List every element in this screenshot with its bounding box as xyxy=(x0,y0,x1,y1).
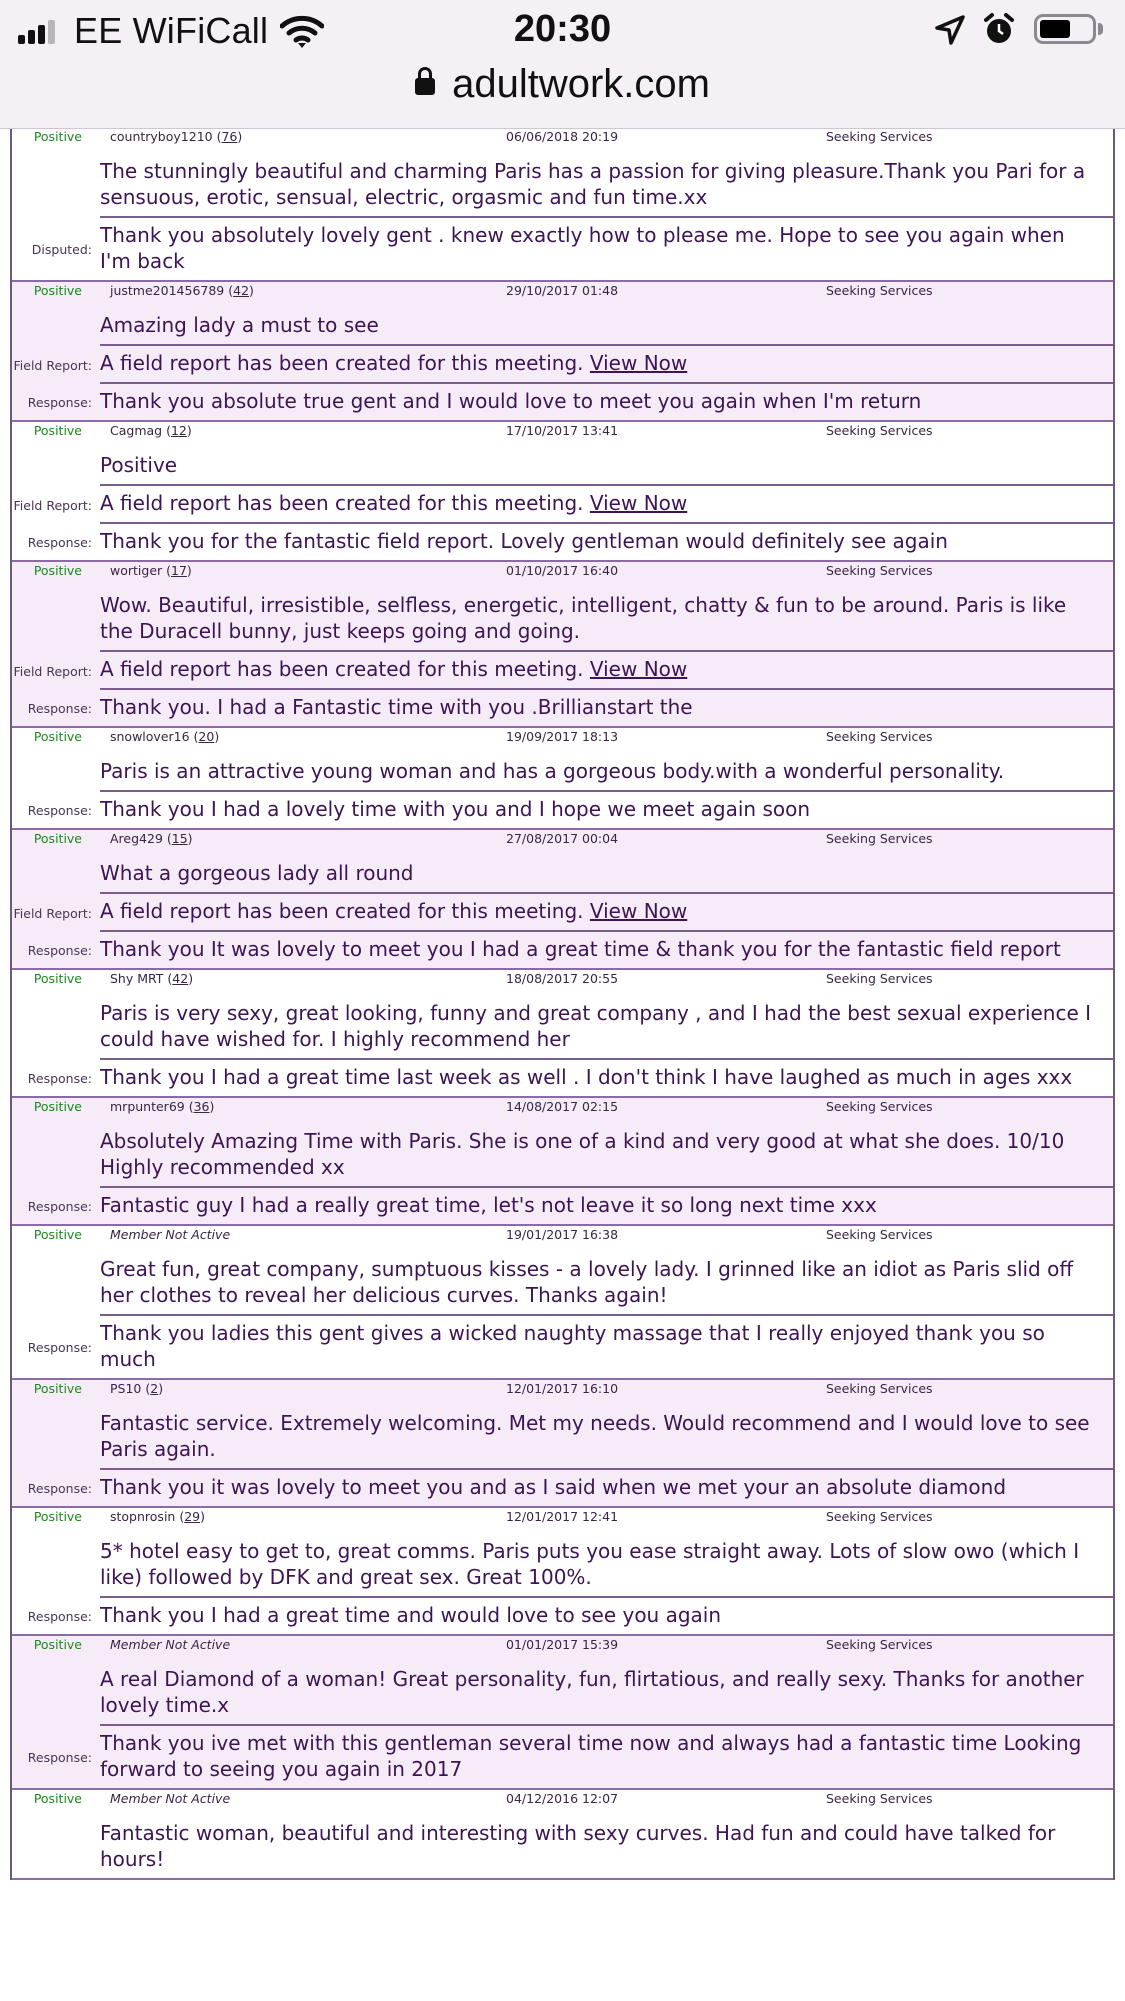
reviewer-name xyxy=(110,1227,230,1242)
feedback-entry xyxy=(12,1790,1113,1880)
feedback-date: 01/10/2017 16:40 xyxy=(506,563,619,578)
feedback-date: 04/12/2016 12:07 xyxy=(506,1791,619,1806)
feedback-entry xyxy=(12,970,1113,1098)
field-report-row xyxy=(12,346,1113,384)
response-text: Thank you absolutely lovely gent . knew exactly how to please me. Hope to see you again when I'm back xyxy=(100,223,1065,273)
response-row xyxy=(12,1598,1113,1634)
reviewer-username: mrpunter69 xyxy=(110,1099,185,1114)
reviewer-count-link[interactable]: 42 xyxy=(233,283,250,298)
reviewer-count-link[interactable]: 29 xyxy=(184,1509,201,1524)
response-row xyxy=(12,384,1113,420)
feedback-date: 01/01/2017 15:39 xyxy=(506,1637,619,1652)
feedback-entry xyxy=(12,282,1113,422)
feedback-date: 14/08/2017 02:15 xyxy=(506,1099,619,1114)
feedback-date: 29/10/2017 01:48 xyxy=(506,283,619,298)
feedback-comment: What a gorgeous lady all round xyxy=(100,860,1113,894)
feedback-role: Seeking Services xyxy=(826,1637,933,1652)
reviewer-name[interactable]: Areg429 (15) xyxy=(110,831,193,846)
response-label: Disputed: xyxy=(31,241,92,257)
feedback-entry xyxy=(12,422,1113,562)
rating-badge: Positive xyxy=(33,283,82,298)
feedback-role: Seeking Services xyxy=(826,971,933,986)
battery-icon xyxy=(1034,14,1104,48)
feedback-entry xyxy=(12,128,1113,282)
rating-badge: Positive xyxy=(33,1381,82,1396)
feedback-comment: The stunningly beautiful and charming Paris has a passion for giving pleasure.Thank you Pari for a sensuous, erotic, sensual, electric, orgasmic and fun time.xx xyxy=(100,158,1113,218)
view-now-link[interactable]: View Now xyxy=(589,657,688,681)
field-report-text xyxy=(100,486,1113,524)
response-row xyxy=(12,932,1113,968)
feedback-meta xyxy=(12,128,1113,158)
feedback-role: Seeking Services xyxy=(826,1509,933,1524)
reviewer-username: Member Not Active xyxy=(110,1227,231,1242)
response-label: Response: xyxy=(27,700,92,716)
feedback-comment: Great fun, great company, sumptuous kisses - a lovely lady. I grinned like an idiot as Paris slid off her clothes to reveal her delicious curves. Thanks again! xyxy=(100,1256,1113,1316)
feedback-meta xyxy=(12,1380,1113,1410)
response-label: Response: xyxy=(27,1749,92,1765)
alarm-icon xyxy=(982,12,1016,46)
response-text: Fantastic guy I had a really great time, let's not leave it so long next time xxx xyxy=(100,1193,877,1217)
reviewer-username: Areg429 xyxy=(110,831,163,846)
feedback-entry xyxy=(12,1226,1113,1380)
field-report-label: Field Report: xyxy=(13,905,92,921)
feedback-role: Seeking Services xyxy=(826,1791,933,1806)
reviewer-username: Member Not Active xyxy=(110,1791,231,1806)
feedback-date: 18/08/2017 20:55 xyxy=(506,971,619,986)
feedback-comment: Fantastic woman, beautiful and interesting with sexy curves. Had fun and could have talked for hours! xyxy=(100,1821,1056,1871)
feedback-meta xyxy=(12,728,1113,758)
lock-icon xyxy=(415,67,435,95)
rating-badge: Positive xyxy=(33,1637,82,1652)
feedback-date: 17/10/2017 13:41 xyxy=(506,423,619,438)
field-report-row xyxy=(12,652,1113,690)
response-text: Thank you ladies this gent gives a wicked naughty massage that I really enjoyed thank you so much xyxy=(100,1321,1045,1371)
feedback-role: Seeking Services xyxy=(826,129,933,144)
feedback-comment: A real Diamond of a woman! Great personality, fun, flirtatious, and really sexy. Thanks for another lovely time.x xyxy=(100,1666,1113,1726)
response-row xyxy=(12,1470,1113,1506)
comment-row xyxy=(12,1128,1113,1188)
response-row xyxy=(12,524,1113,560)
reviewer-username: stopnrosin xyxy=(110,1509,176,1524)
response-text: Thank you absolute true gent and I would love to meet you again when I'm return xyxy=(100,389,922,413)
feedback-role: Seeking Services xyxy=(826,831,933,846)
reviewer-name[interactable]: mrpunter69 (36) xyxy=(110,1099,215,1114)
reviewer-username: PS10 xyxy=(110,1381,142,1396)
feedback-meta xyxy=(12,830,1113,860)
rating-badge: Positive xyxy=(33,1791,82,1806)
rating-badge: Positive xyxy=(33,971,82,986)
feedback-comment: Wow. Beautiful, irresistible, selfless, energetic, intelligent, chatty & fun to be around. Paris is like the Duracell bunny, just keeps going and going. xyxy=(100,592,1113,652)
field-report-text xyxy=(100,652,1113,690)
reviewer-count-link[interactable]: 42 xyxy=(172,971,189,986)
response-row xyxy=(12,1726,1113,1788)
reviewer-username: Shy MRT xyxy=(110,971,164,986)
feedback-role: Seeking Services xyxy=(826,283,933,298)
feedback-comment: Absolutely Amazing Time with Paris. She is one of a kind and very good at what she does. 10/10 Highly recommended xx xyxy=(100,1128,1113,1188)
url-bar[interactable] xyxy=(0,62,1125,112)
feedback-meta xyxy=(12,1098,1113,1128)
field-report-text xyxy=(100,346,1113,384)
clock: 20:30 xyxy=(513,8,612,50)
reviewer-name xyxy=(110,1637,230,1652)
rating-badge: Positive xyxy=(33,423,82,438)
carrier-name: EE WiFiCall xyxy=(74,10,269,51)
comment-row xyxy=(12,1410,1113,1470)
url-domain[interactable]: adultwork.com xyxy=(452,62,710,106)
response-text: Thank you. I had a Fantastic time with you .Brillianstart the xyxy=(100,695,693,719)
reviewer-count-link[interactable]: 2 xyxy=(150,1381,159,1396)
rating-badge: Positive xyxy=(33,1227,82,1242)
feedback-date: 27/08/2017 00:04 xyxy=(506,831,619,846)
feedback-comment: Paris is very sexy, great looking, funny and great company , and I had the best sexual experience I could have wished for. I highly recommend her xyxy=(100,1000,1113,1060)
rating-badge: Positive xyxy=(33,129,82,144)
field-report-label: Field Report: xyxy=(13,357,92,373)
comment-row xyxy=(12,1256,1113,1316)
feedback-meta xyxy=(12,562,1113,592)
feedback-entry xyxy=(12,1098,1113,1226)
feedback-meta xyxy=(12,1226,1113,1256)
feedback-list xyxy=(10,128,1115,1880)
view-now-link[interactable]: View Now xyxy=(589,491,688,515)
comment-row xyxy=(12,452,1113,486)
feedback-entry xyxy=(12,1636,1113,1790)
field-report-label: Field Report: xyxy=(13,663,92,679)
comment-row xyxy=(12,1000,1113,1060)
comment-row xyxy=(12,1538,1113,1598)
feedback-date: 19/09/2017 18:13 xyxy=(506,729,619,744)
feedback-entry xyxy=(12,562,1113,728)
reviewer-name[interactable]: justme201456789 (42) xyxy=(110,283,254,298)
feedback-date: 06/06/2018 20:19 xyxy=(506,129,619,144)
reviewer-name[interactable]: PS10 (2) xyxy=(110,1381,164,1396)
reviewer-count-link[interactable]: 15 xyxy=(171,831,188,846)
reviewer-name[interactable]: countryboy1210 (76) xyxy=(110,129,243,144)
response-row xyxy=(12,1316,1113,1378)
rating-badge: Positive xyxy=(33,1509,82,1524)
reviewer-username: Cagmag xyxy=(110,423,163,438)
reviewer-count-link[interactable]: 36 xyxy=(193,1099,210,1114)
reviewer-count-link[interactable]: 12 xyxy=(170,423,187,438)
feedback-role: Seeking Services xyxy=(826,1381,933,1396)
response-label: Response: xyxy=(27,1608,92,1624)
view-now-link[interactable]: View Now xyxy=(589,899,688,923)
response-label: Response: xyxy=(27,1480,92,1496)
feedback-role: Seeking Services xyxy=(826,563,933,578)
response-row xyxy=(12,218,1113,280)
feedback-comment: Positive xyxy=(100,452,1113,486)
comment-row xyxy=(12,1820,1113,1878)
response-text: Thank you I had a great time last week as well . I don't think I have laughed as much in ages xxx xyxy=(100,1065,1073,1089)
response-label: Response: xyxy=(27,534,92,550)
field-report-message: A field report has been created for this meeting. xyxy=(100,351,584,375)
field-report-row xyxy=(12,486,1113,524)
feedback-entry xyxy=(12,830,1113,970)
feedback-date: 12/01/2017 16:10 xyxy=(506,1381,619,1396)
feedback-role: Seeking Services xyxy=(826,729,933,744)
response-text: Thank you It was lovely to meet you I had a great time & thank you for the fantastic field report xyxy=(100,937,1061,961)
field-report-message: A field report has been created for this meeting. xyxy=(100,491,584,515)
response-text: Thank you I had a great time and would love to see you again xyxy=(100,1603,722,1627)
response-row xyxy=(12,792,1113,828)
reviewer-name[interactable]: snowlover16 (20) xyxy=(110,729,220,744)
feedback-role: Seeking Services xyxy=(826,1227,933,1242)
response-label: Response: xyxy=(27,1198,92,1214)
rating-badge: Positive xyxy=(33,1099,82,1114)
reviewer-username: wortiger xyxy=(110,563,163,578)
feedback-meta xyxy=(12,1790,1113,1820)
comment-row xyxy=(12,860,1113,894)
response-label: Response: xyxy=(27,802,92,818)
reviewer-username: snowlover16 xyxy=(110,729,190,744)
rating-badge: Positive xyxy=(33,831,82,846)
feedback-comment: Amazing lady a must to see xyxy=(100,312,1113,346)
reviewer-name xyxy=(110,1791,230,1806)
comment-row xyxy=(12,592,1113,652)
reviewer-name[interactable]: wortiger (17) xyxy=(110,563,192,578)
location-arrow-icon xyxy=(934,14,966,46)
reviewer-username: countryboy1210 xyxy=(110,129,213,144)
reviewer-count-link[interactable]: 17 xyxy=(171,563,187,578)
feedback-role: Seeking Services xyxy=(826,1099,933,1114)
feedback-comment: Fantastic service. Extremely welcoming. Met my needs. Would recommend and I would love to see Paris again. xyxy=(100,1410,1113,1470)
feedback-comment: Paris is an attractive young woman and has a gorgeous body.with a wonderful personality. xyxy=(100,758,1113,792)
rating-badge: Positive xyxy=(33,729,82,744)
comment-row xyxy=(12,758,1113,792)
field-report-label: Field Report: xyxy=(13,497,92,513)
comment-row xyxy=(12,158,1113,218)
reviewer-count-link[interactable]: 76 xyxy=(221,129,238,144)
feedback-comment: 5* hotel easy to get to, great comms. Paris puts you ease straight away. Lots of slow owo (which I like) followed by DFK and great sex. Great 100%. xyxy=(100,1538,1113,1598)
feedback-meta xyxy=(12,282,1113,312)
response-row xyxy=(12,1060,1113,1096)
reviewer-count-link[interactable]: 20 xyxy=(198,729,215,744)
response-row xyxy=(12,1188,1113,1224)
rating-badge: Positive xyxy=(33,563,82,578)
comment-row xyxy=(12,1666,1113,1726)
reviewer-username: Member Not Active xyxy=(110,1637,231,1652)
feedback-meta xyxy=(12,970,1113,1000)
comment-row xyxy=(12,312,1113,346)
feedback-entry xyxy=(12,1380,1113,1508)
feedback-meta xyxy=(12,1508,1113,1538)
feedback-entry xyxy=(12,728,1113,830)
response-label: Response: xyxy=(27,942,92,958)
field-report-row xyxy=(12,894,1113,932)
reviewer-name[interactable]: Shy MRT (42) xyxy=(110,971,194,986)
feedback-date: 19/01/2017 16:38 xyxy=(506,1227,619,1242)
view-now-link[interactable]: View Now xyxy=(589,351,688,375)
field-report-text xyxy=(100,894,1113,932)
response-label: Response: xyxy=(27,1070,92,1086)
status-bar xyxy=(0,0,1125,60)
response-text: Thank you I had a lovely time with you and I hope we meet again soon xyxy=(100,797,811,821)
feedback-role: Seeking Services xyxy=(826,423,933,438)
field-report-message: A field report has been created for this meeting. xyxy=(100,899,584,923)
response-text: Thank you ive met with this gentleman several time now and always had a fantastic time Looking forward to seeing you again in 2017 xyxy=(100,1731,1082,1781)
feedback-meta xyxy=(12,1636,1113,1666)
reviewer-name[interactable]: stopnrosin (29) xyxy=(110,1509,205,1524)
field-report-message: A field report has been created for this meeting. xyxy=(100,657,584,681)
response-text: Thank you it was lovely to meet you and as I said when we met your an absolute diamond xyxy=(100,1475,1007,1499)
response-label: Response: xyxy=(27,394,92,410)
reviewer-username: justme201456789 xyxy=(110,283,225,298)
feedback-meta xyxy=(12,422,1113,452)
response-row xyxy=(12,690,1113,726)
response-text: Thank you for the fantastic field report. Lovely gentleman would definitely see again xyxy=(100,529,948,553)
feedback-entry xyxy=(12,1508,1113,1636)
feedback-date: 12/01/2017 12:41 xyxy=(506,1509,619,1524)
response-label: Response: xyxy=(27,1339,92,1355)
reviewer-name[interactable]: Cagmag (12) xyxy=(110,423,192,438)
browser-chrome xyxy=(0,0,1125,129)
